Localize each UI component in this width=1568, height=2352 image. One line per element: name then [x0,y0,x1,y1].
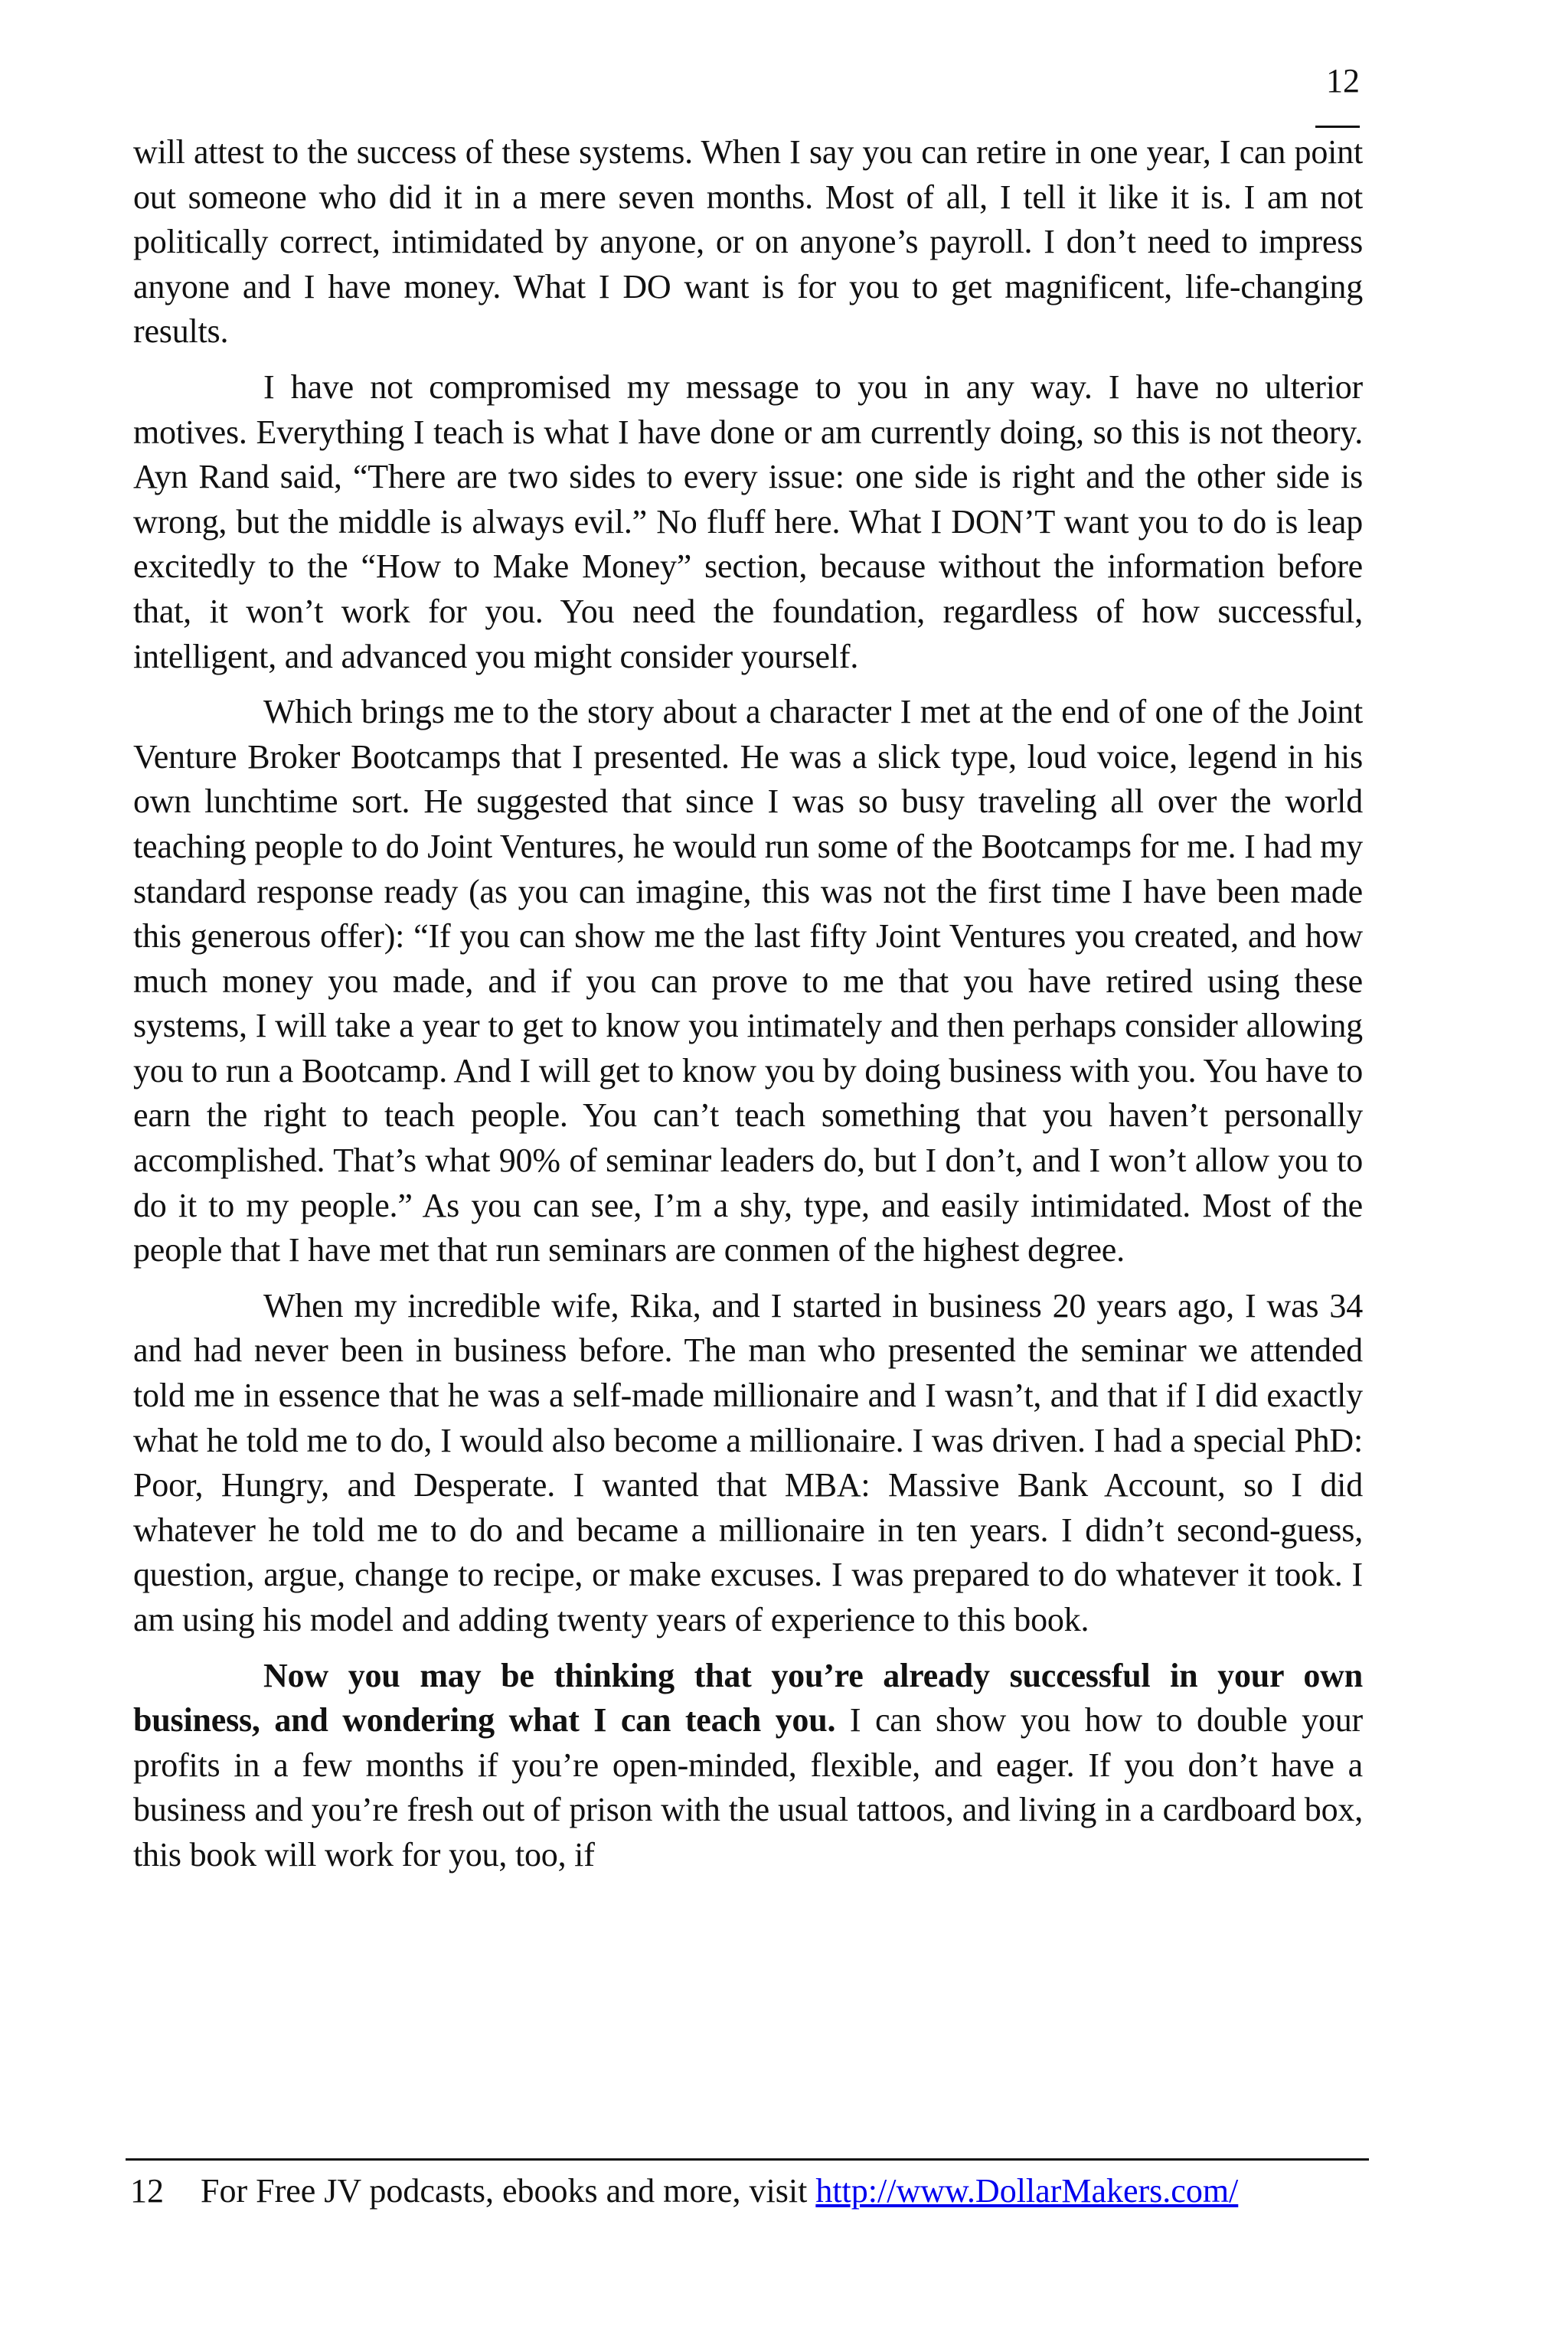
paragraph-1-text: will attest to the success of these systems. When I say you can retire in one year, I can point out someone who did it in a mere seven months. Most of all, I tell it like it is. I am not politically correct, intimidated by anyone, or on anyone’s payroll. I don’t need to impress anyone and I have money. What I DO want is for you to get magnificent, life-changing results. [133,133,1363,351]
footer-rule [126,2158,1369,2161]
paragraph-3 [133,690,1363,1273]
header-dash [1315,126,1360,128]
paragraph-2 [133,365,1363,679]
paragraph-5-bold-lead: Now you may be thinking that you’re already successful in your own business, and wondering what I can teach you. [133,1656,1363,1740]
footer-link[interactable]: http://www.DollarMakers.com/ [815,2172,1239,2210]
footer [130,2171,1238,2212]
paragraph-5-text: I can show you how to double your profits in a few months if you’re open-minded, flexible, and eager. If you don’t have a business and you’re fresh out of prison with the usual tattoos, and living in a cardboard box, this book will work for you, too, if [133,1701,1363,1873]
paragraph-5 [133,1654,1363,1878]
paragraph-3-text: Which brings me to the story about a character I met at the end of one of the Joint Venture Broker Bootcamps that I presented. He was a slick type, loud voice, legend in his own lunchtime sort. He suggested that since I was so busy traveling all over the world teaching people to do Joint Ventures, he would run some of the Bootcamps for me. I had my standard response ready (as you can imagine, this was not the first time I have been made this generous offer): “If you can show me the last fifty Joint Ventures you created, and how much money you made, and if you can prove to me that you have retired using these systems, I will take a year to get to know you intimately and then perhaps consider allowing you to run a Bootcamp. And I will get to know you by doing business with you. You have to earn the right to teach people. You can’t teach something that you haven’t personally accomplished. That’s what 90% of seminar leaders do, but I don’t, and I won’t allow you to do it to my people.” As you can see, I’m a shy, type, and easily intimidated. Most of the people that I have met that run seminars are conmen of the highest degree. [133,693,1363,1269]
body-text [133,130,1363,1889]
header-page-number: 12 [1326,62,1360,100]
paragraph-4 [133,1284,1363,1643]
footer-text: For Free JV podcasts, ebooks and more, visit [201,2172,816,2210]
footer-page-number: 12 [130,2172,164,2210]
paragraph-2-text: I have not compromised my message to you in any way. I have no ulterior motives. Everything I teach is what I have done or am currently doing, so this is not theory. Ayn Rand said, “There are two sides to every issue: one side is right and the other side is wrong, but the middle is always evil.” No fluff here. What I DON’T want you to do is leap excitedly to the “How to Make Money” section, because without the information before that, it won’t work for you. You need the foundation, regardless of how successful, intelligent, and advanced you might consider yourself. [133,368,1363,675]
paragraph-4-text: When my incredible wife, Rika, and I started in business 20 years ago, I was 34 and had never been in business before. The man who presented the seminar we attended told me in essence that he was a self-made millionaire and I wasn’t, and that if I did exactly what he told me to do, I would also become a millionaire. I was driven. I had a special PhD: Poor, Hungry, and Desperate. I wanted that MBA: Massive Bank Account, so I did whatever he told me to do and became a millionaire in ten years. I didn’t second-guess, question, argue, change to recipe, or make excuses. I was prepared to do whatever it took. I am using his model and adding twenty years of experience to this book. [133,1286,1363,1638]
paragraph-1 [133,130,1363,354]
